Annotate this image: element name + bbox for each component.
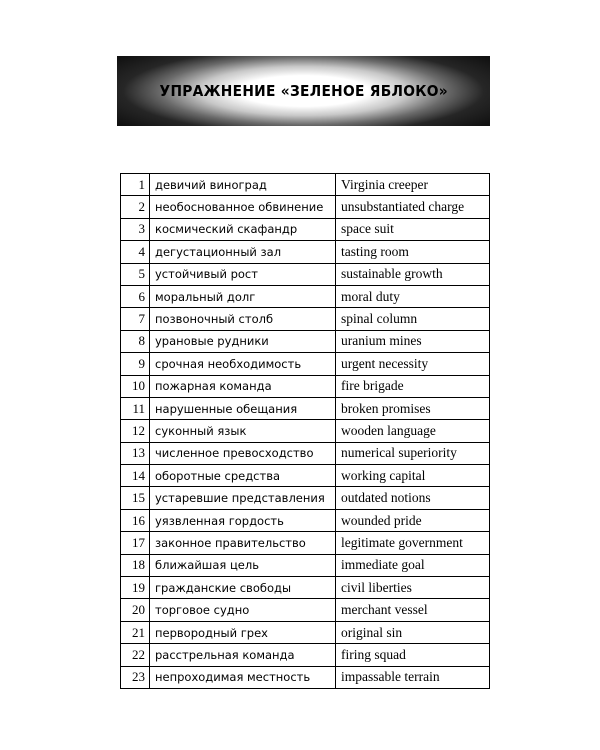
english-phrase: legitimate government bbox=[336, 532, 490, 554]
row-number: 7 bbox=[121, 308, 150, 330]
word-pairs-body bbox=[121, 174, 490, 689]
english-phrase: space suit bbox=[336, 218, 490, 240]
russian-phrase: необоснованное обвинение bbox=[150, 196, 336, 218]
word-pairs-table bbox=[120, 173, 490, 689]
row-number: 21 bbox=[121, 621, 150, 643]
row-number: 18 bbox=[121, 554, 150, 576]
russian-phrase: суконный язык bbox=[150, 420, 336, 442]
russian-phrase: ближайшая цель bbox=[150, 554, 336, 576]
russian-phrase: девичий виноград bbox=[150, 174, 336, 196]
row-number: 13 bbox=[121, 442, 150, 464]
table-row bbox=[121, 397, 490, 419]
exercise-title: УПРАЖНЕНИЕ «ЗЕЛЕНОЕ ЯБЛОКО» bbox=[159, 82, 448, 100]
row-number: 6 bbox=[121, 285, 150, 307]
russian-phrase: гражданские свободы bbox=[150, 577, 336, 599]
table-row bbox=[121, 375, 490, 397]
table-row bbox=[121, 420, 490, 442]
table-row bbox=[121, 353, 490, 375]
russian-phrase: устойчивый рост bbox=[150, 263, 336, 285]
russian-phrase: уязвленная гордость bbox=[150, 509, 336, 531]
table-row bbox=[121, 644, 490, 666]
table-row bbox=[121, 285, 490, 307]
table-row bbox=[121, 577, 490, 599]
row-number: 15 bbox=[121, 487, 150, 509]
table-row bbox=[121, 599, 490, 621]
english-phrase: merchant vessel bbox=[336, 599, 490, 621]
table-row bbox=[121, 666, 490, 688]
russian-phrase: численное превосходство bbox=[150, 442, 336, 464]
russian-phrase: дегустационный зал bbox=[150, 241, 336, 263]
russian-phrase: срочная необходимость bbox=[150, 353, 336, 375]
table-row bbox=[121, 196, 490, 218]
russian-phrase: пожарная команда bbox=[150, 375, 336, 397]
english-phrase: spinal column bbox=[336, 308, 490, 330]
english-phrase: fire brigade bbox=[336, 375, 490, 397]
english-phrase: immediate goal bbox=[336, 554, 490, 576]
row-number: 17 bbox=[121, 532, 150, 554]
english-phrase: original sin bbox=[336, 621, 490, 643]
russian-phrase: урановые рудники bbox=[150, 330, 336, 352]
table-row bbox=[121, 330, 490, 352]
english-phrase: tasting room bbox=[336, 241, 490, 263]
english-phrase: broken promises bbox=[336, 397, 490, 419]
row-number: 11 bbox=[121, 397, 150, 419]
english-phrase: working capital bbox=[336, 465, 490, 487]
row-number: 10 bbox=[121, 375, 150, 397]
row-number: 19 bbox=[121, 577, 150, 599]
row-number: 8 bbox=[121, 330, 150, 352]
russian-phrase: моральный долг bbox=[150, 285, 336, 307]
table-row bbox=[121, 263, 490, 285]
english-phrase: numerical superiority bbox=[336, 442, 490, 464]
english-phrase: Virginia creeper bbox=[336, 174, 490, 196]
table-row bbox=[121, 487, 490, 509]
russian-phrase: расстрельная команда bbox=[150, 644, 336, 666]
table-row bbox=[121, 308, 490, 330]
russian-phrase: позвоночный столб bbox=[150, 308, 336, 330]
row-number: 14 bbox=[121, 465, 150, 487]
row-number: 5 bbox=[121, 263, 150, 285]
english-phrase: sustainable growth bbox=[336, 263, 490, 285]
english-phrase: firing squad bbox=[336, 644, 490, 666]
row-number: 1 bbox=[121, 174, 150, 196]
english-phrase: unsubstantiated charge bbox=[336, 196, 490, 218]
row-number: 9 bbox=[121, 353, 150, 375]
english-phrase: urgent necessity bbox=[336, 353, 490, 375]
row-number: 20 bbox=[121, 599, 150, 621]
english-phrase: uranium mines bbox=[336, 330, 490, 352]
exercise-banner bbox=[117, 56, 490, 126]
row-number: 4 bbox=[121, 241, 150, 263]
table-row bbox=[121, 532, 490, 554]
english-phrase: outdated notions bbox=[336, 487, 490, 509]
russian-phrase: космический скафандр bbox=[150, 218, 336, 240]
row-number: 12 bbox=[121, 420, 150, 442]
english-phrase: impassable terrain bbox=[336, 666, 490, 688]
table-row bbox=[121, 241, 490, 263]
row-number: 2 bbox=[121, 196, 150, 218]
english-phrase: wooden language bbox=[336, 420, 490, 442]
english-phrase: moral duty bbox=[336, 285, 490, 307]
russian-phrase: устаревшие представления bbox=[150, 487, 336, 509]
table-row bbox=[121, 465, 490, 487]
table-row bbox=[121, 218, 490, 240]
russian-phrase: оборотные средства bbox=[150, 465, 336, 487]
row-number: 3 bbox=[121, 218, 150, 240]
table-row bbox=[121, 621, 490, 643]
row-number: 16 bbox=[121, 509, 150, 531]
row-number: 22 bbox=[121, 644, 150, 666]
russian-phrase: законное правительство bbox=[150, 532, 336, 554]
row-number: 23 bbox=[121, 666, 150, 688]
russian-phrase: нарушенные обещания bbox=[150, 397, 336, 419]
russian-phrase: торговое судно bbox=[150, 599, 336, 621]
english-phrase: civil liberties bbox=[336, 577, 490, 599]
table-row bbox=[121, 554, 490, 576]
russian-phrase: первородный грех bbox=[150, 621, 336, 643]
table-row bbox=[121, 442, 490, 464]
russian-phrase: непроходимая местность bbox=[150, 666, 336, 688]
table-row bbox=[121, 509, 490, 531]
english-phrase: wounded pride bbox=[336, 509, 490, 531]
table-row bbox=[121, 174, 490, 196]
